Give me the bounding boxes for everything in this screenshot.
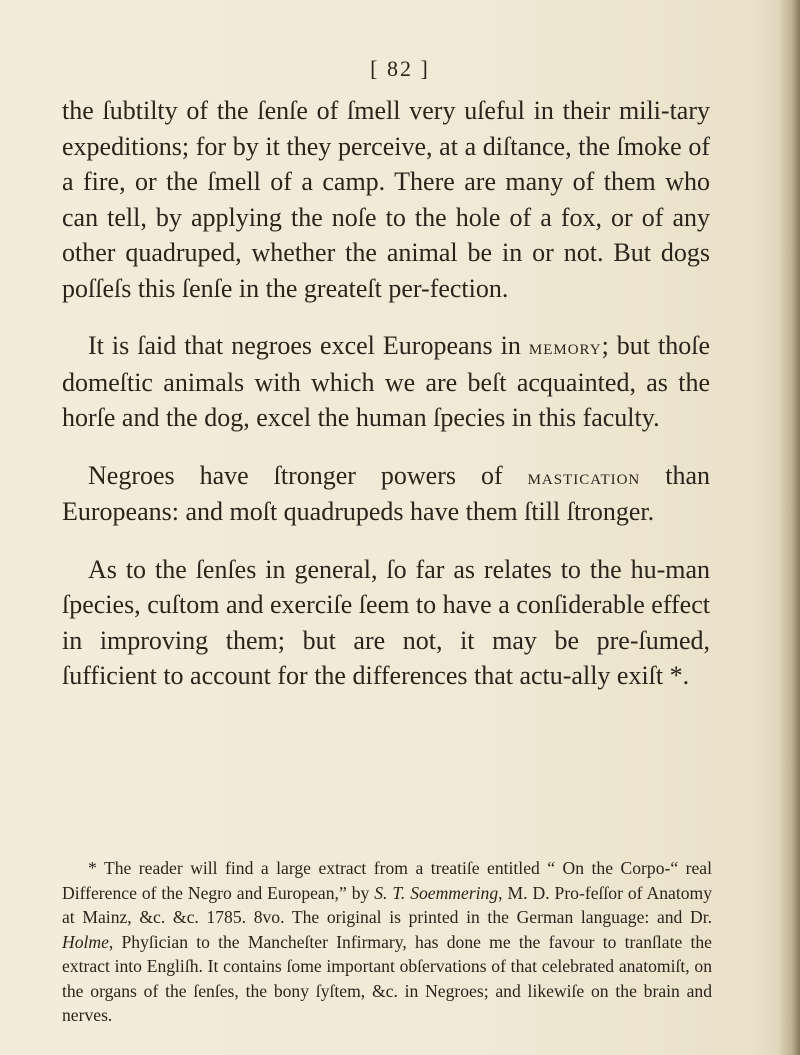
footnote: [62, 856, 712, 1028]
main-text: [62, 93, 710, 716]
page-header: [ 82 ]: [370, 56, 430, 81]
page-edge-shadow: [778, 0, 800, 1055]
footnote-text-c: , Phyſician to the Mancheſter Infirmary, has done me the favour to tranſlate the extract into Engliſh. It contains ſome important obſervations of that celebrated anatomiſt, on the organs of the ſenſes, the bony ſyſtem, &c. in Negroes; and likewiſe on the brain and nerves.: [62, 931, 712, 1025]
paragraph-2-text-b: ; but thoſe domeſtic animals with which we are beſt acquainted, as the horſe and the dog, excel the human ſpecies in this faculty.: [62, 331, 710, 432]
paragraph-3-text-b: than Europeans: and moſt quadrupeds have them ſtill ſtronger.: [62, 460, 710, 526]
footnote-text-a: * The reader will find a large extract from a treatiſe entitled “ On the Corpo-“ real Difference of the Negro and European,” by: [62, 858, 712, 903]
footnote-text-b: , M. D. Pro-feſſor of Anatomy at Mainz, &c. &c. 1785. 8vo. The original is printed in the German language: and Dr.: [62, 882, 712, 927]
paragraph-1: the ſubtilty of the ſenſe of ſmell very uſeful in their mili-tary expeditions; for by it they perceive, at a diſtance, the ſmoke of a fire, or the ſmell of a camp. There are many of them who can tell, by applying the noſe to the hole of a fox, or of any other quadruped, whether the animal be in or not. But dogs poſſeſs this ſenſe in the greateſt per-fection.: [62, 96, 710, 303]
paragraph-2: [62, 328, 710, 436]
paragraph-3-text-a: Negroes have ſtronger powers of: [88, 460, 528, 490]
paragraph-4: As to the ſenſes in general, ſo far as relates to the hu-man ſpecies, cuſtom and exerciſe ſeem to have a conſiderable effect in improving them; but are not, it may be pre-ſumed, ſufficient to account for the differences that actu-ally exiſt *.: [62, 554, 710, 690]
footnote-text: [62, 856, 712, 1028]
paragraph-3: [62, 458, 710, 530]
paragraph-2-text-a: It is ſaid that negroes excel Europeans in: [88, 331, 529, 360]
footnote-holme: Holme: [62, 931, 109, 952]
mastication-smallcaps: mastication: [527, 463, 641, 489]
memory-smallcaps: memory: [528, 334, 602, 359]
footnote-author: S. T. Soemmering: [374, 882, 499, 903]
